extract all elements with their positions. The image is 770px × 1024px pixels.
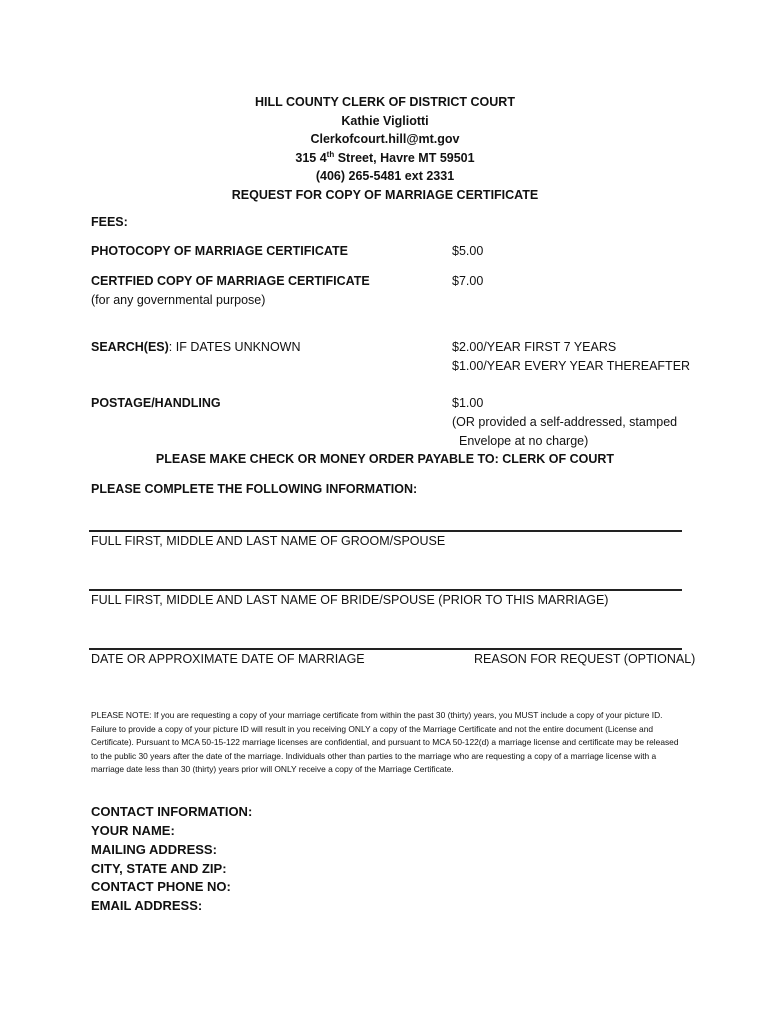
certified-label: CERTFIED COPY OF MARRIAGE CERTIFICATE bbox=[91, 274, 370, 288]
search-price-after: $1.00/YEAR EVERY YEAR THEREAFTER bbox=[452, 359, 691, 373]
postage-label: POSTAGE/HANDLING bbox=[91, 396, 221, 410]
reason-label: REASON FOR REQUEST (OPTIONAL) bbox=[474, 652, 696, 666]
court-name: HILL COUNTY CLERK OF DISTRICT COURT bbox=[255, 95, 515, 109]
clerk-name: Kathie Vigliotti bbox=[341, 113, 429, 128]
bride-name-label: FULL FIRST, MIDDLE AND LAST NAME OF BRIDE/SPOUSE (PRIOR TO THIS MARRIAGE) bbox=[91, 593, 609, 607]
certified-sublabel: (for any governmental purpose) bbox=[91, 293, 266, 307]
please-note-paragraph: PLEASE NOTE: If you are requesting a copy of your marriage certificate from within the past 30 (thirty) years, you MUST include a copy of your picture ID. Failure to provide a copy of your picture ID will result in you receiving ONLY a copy of the Marriage Certificate and not the entire document (License and Certificate). Pursuant to MCA 50-15-122 marriage licenses are confidential, and pursuant to MCA 50-122(d) a marriage license and certificate may be released to the public 30 years after the date of the marriage. Individuals other than parties to the marriage who are requesting a copy of a marriage license with a marriage date less than 30 (thirty) years prior will ONLY receive a copy of the Marriage Certificate. bbox=[91, 710, 679, 775]
marriage-date-line[interactable] bbox=[89, 648, 682, 650]
photocopy-price: $5.00 bbox=[452, 244, 484, 258]
photocopy-label: PHOTOCOPY OF MARRIAGE CERTIFICATE bbox=[91, 244, 348, 258]
certified-price: $7.00 bbox=[452, 274, 484, 288]
search-label-rest: : IF DATES UNKNOWN bbox=[168, 340, 301, 354]
your-name-field: YOUR NAME: bbox=[91, 823, 175, 838]
search-label bbox=[91, 340, 301, 354]
payable-to: PLEASE MAKE CHECK OR MONEY ORDER PAYABLE TO: CLERK OF COURT bbox=[155, 452, 615, 466]
contact-heading: CONTACT INFORMATION: bbox=[91, 804, 253, 819]
contact-phone-field: CONTACT PHONE NO: bbox=[91, 879, 231, 894]
court-phone: (406) 265-5481 ext 2331 bbox=[315, 169, 455, 183]
search-price-first: $2.00/YEAR FIRST 7 YEARS bbox=[452, 340, 617, 354]
address-number: 315 4 bbox=[295, 150, 327, 165]
complete-heading: PLEASE COMPLETE THE FOLLOWING INFORMATION: bbox=[91, 482, 418, 496]
postage-note-1: (OR provided a self-addressed, stamped bbox=[452, 415, 678, 429]
form-title: REQUEST FOR COPY OF MARRIAGE CERTIFICATE bbox=[231, 187, 539, 202]
clerk-email: Clerkofcourt.hill@mt.gov bbox=[310, 132, 460, 146]
groom-name-line[interactable] bbox=[89, 530, 682, 532]
postage-price: $1.00 bbox=[452, 396, 484, 410]
city-state-zip-field: CITY, STATE AND ZIP: bbox=[91, 861, 227, 876]
groom-name-label: FULL FIRST, MIDDLE AND LAST NAME OF GROOM/SPOUSE bbox=[91, 534, 446, 548]
address-ordinal: th bbox=[326, 149, 335, 159]
court-address bbox=[0, 149, 770, 168]
postage-note-2: Envelope at no charge) bbox=[459, 434, 589, 448]
fees-heading: FEES: bbox=[91, 215, 128, 229]
email-address-field: EMAIL ADDRESS: bbox=[91, 898, 203, 913]
mailing-address-field: MAILING ADDRESS: bbox=[91, 842, 217, 857]
bride-name-line[interactable] bbox=[89, 589, 682, 591]
address-rest: Street, Havre MT 59501 bbox=[334, 150, 475, 165]
marriage-date-label: DATE OR APPROXIMATE DATE OF MARRIAGE bbox=[91, 652, 365, 666]
search-label-bold: SEARCH(ES) bbox=[91, 340, 169, 354]
